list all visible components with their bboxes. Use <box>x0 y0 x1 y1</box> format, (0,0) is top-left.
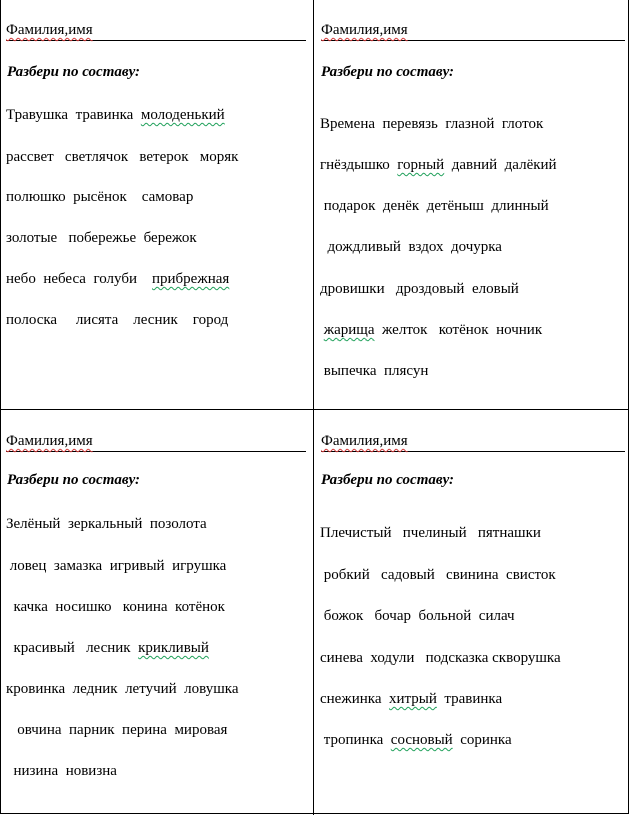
word-line: Зелёный зеркальный позолота <box>6 516 207 532</box>
spellcheck-word: сосновый <box>390 732 453 748</box>
card-bottom-right <box>314 410 629 815</box>
name-label: Фамилия,имя <box>321 22 408 38</box>
task-heading: Разбери по составу: <box>321 472 455 488</box>
spellcheck-word: крикливый <box>138 640 209 656</box>
spellcheck-word: жарища <box>323 322 375 338</box>
name-field <box>6 431 306 452</box>
word-line: выпечка плясун <box>320 363 429 379</box>
word-line: Плечистый пчелиный пятнашки <box>320 525 541 541</box>
word-line: золотые побережье бережок <box>6 230 197 246</box>
word-line: небо небеса голуби прибрежная <box>6 271 230 287</box>
word-line: робкий садовый свинина свисток <box>320 567 556 583</box>
word-line: рассвет светлячок ветерок моряк <box>6 149 239 165</box>
name-field <box>6 20 306 41</box>
task-heading: Разбери по составу: <box>321 64 455 80</box>
word-line: овчина парник перина мировая <box>6 722 228 738</box>
spellcheck-word: прибрежная <box>152 271 230 287</box>
name-label: Фамилия,имя <box>6 22 93 38</box>
word-line: Травушка травинка молоденький <box>6 107 225 123</box>
word-line: полоска лисята лесник город <box>6 312 229 328</box>
name-field <box>321 20 625 41</box>
task-heading: Разбери по составу: <box>7 64 141 80</box>
card-top-left <box>0 0 313 409</box>
word-line: Времена перевязь глазной глоток <box>320 116 544 132</box>
name-label: Фамилия,имя <box>321 433 408 449</box>
word-line: снежинка хитрый травинка <box>320 691 503 707</box>
card-top-right <box>314 0 629 409</box>
card-bottom-left <box>0 410 313 815</box>
word-line: ловец замазка игривый игрушка <box>6 558 227 574</box>
word-line: подарок денёк детёныш длинный <box>320 198 549 214</box>
name-field <box>321 431 625 452</box>
name-label: Фамилия,имя <box>6 433 93 449</box>
spellcheck-word: хитрый <box>388 691 437 707</box>
word-line: синева ходули подсказка скворушка <box>320 650 561 666</box>
word-line: кровинка ледник летучий ловушка <box>6 681 239 697</box>
task-heading: Разбери по составу: <box>7 472 141 488</box>
word-line: гнёздышко горный давний далёкий <box>320 157 557 173</box>
word-line: красивый лесник крикливый <box>6 640 209 656</box>
word-line: жарища желток котёнок ночник <box>323 322 543 338</box>
word-line: полюшко рысёнок самовар <box>6 189 194 205</box>
word-line: тропинка сосновый соринка <box>320 732 512 748</box>
word-line: дождливый вздох дочурка <box>320 239 502 255</box>
spellcheck-word: горный <box>397 157 445 173</box>
spellcheck-word: молоденький <box>140 107 225 123</box>
word-line: божок бочар больной силач <box>320 608 515 624</box>
word-line: низина новизна <box>6 763 117 779</box>
word-line: дровишки дроздовый еловый <box>320 281 519 297</box>
word-line: качка носишко конина котёнок <box>6 599 225 615</box>
